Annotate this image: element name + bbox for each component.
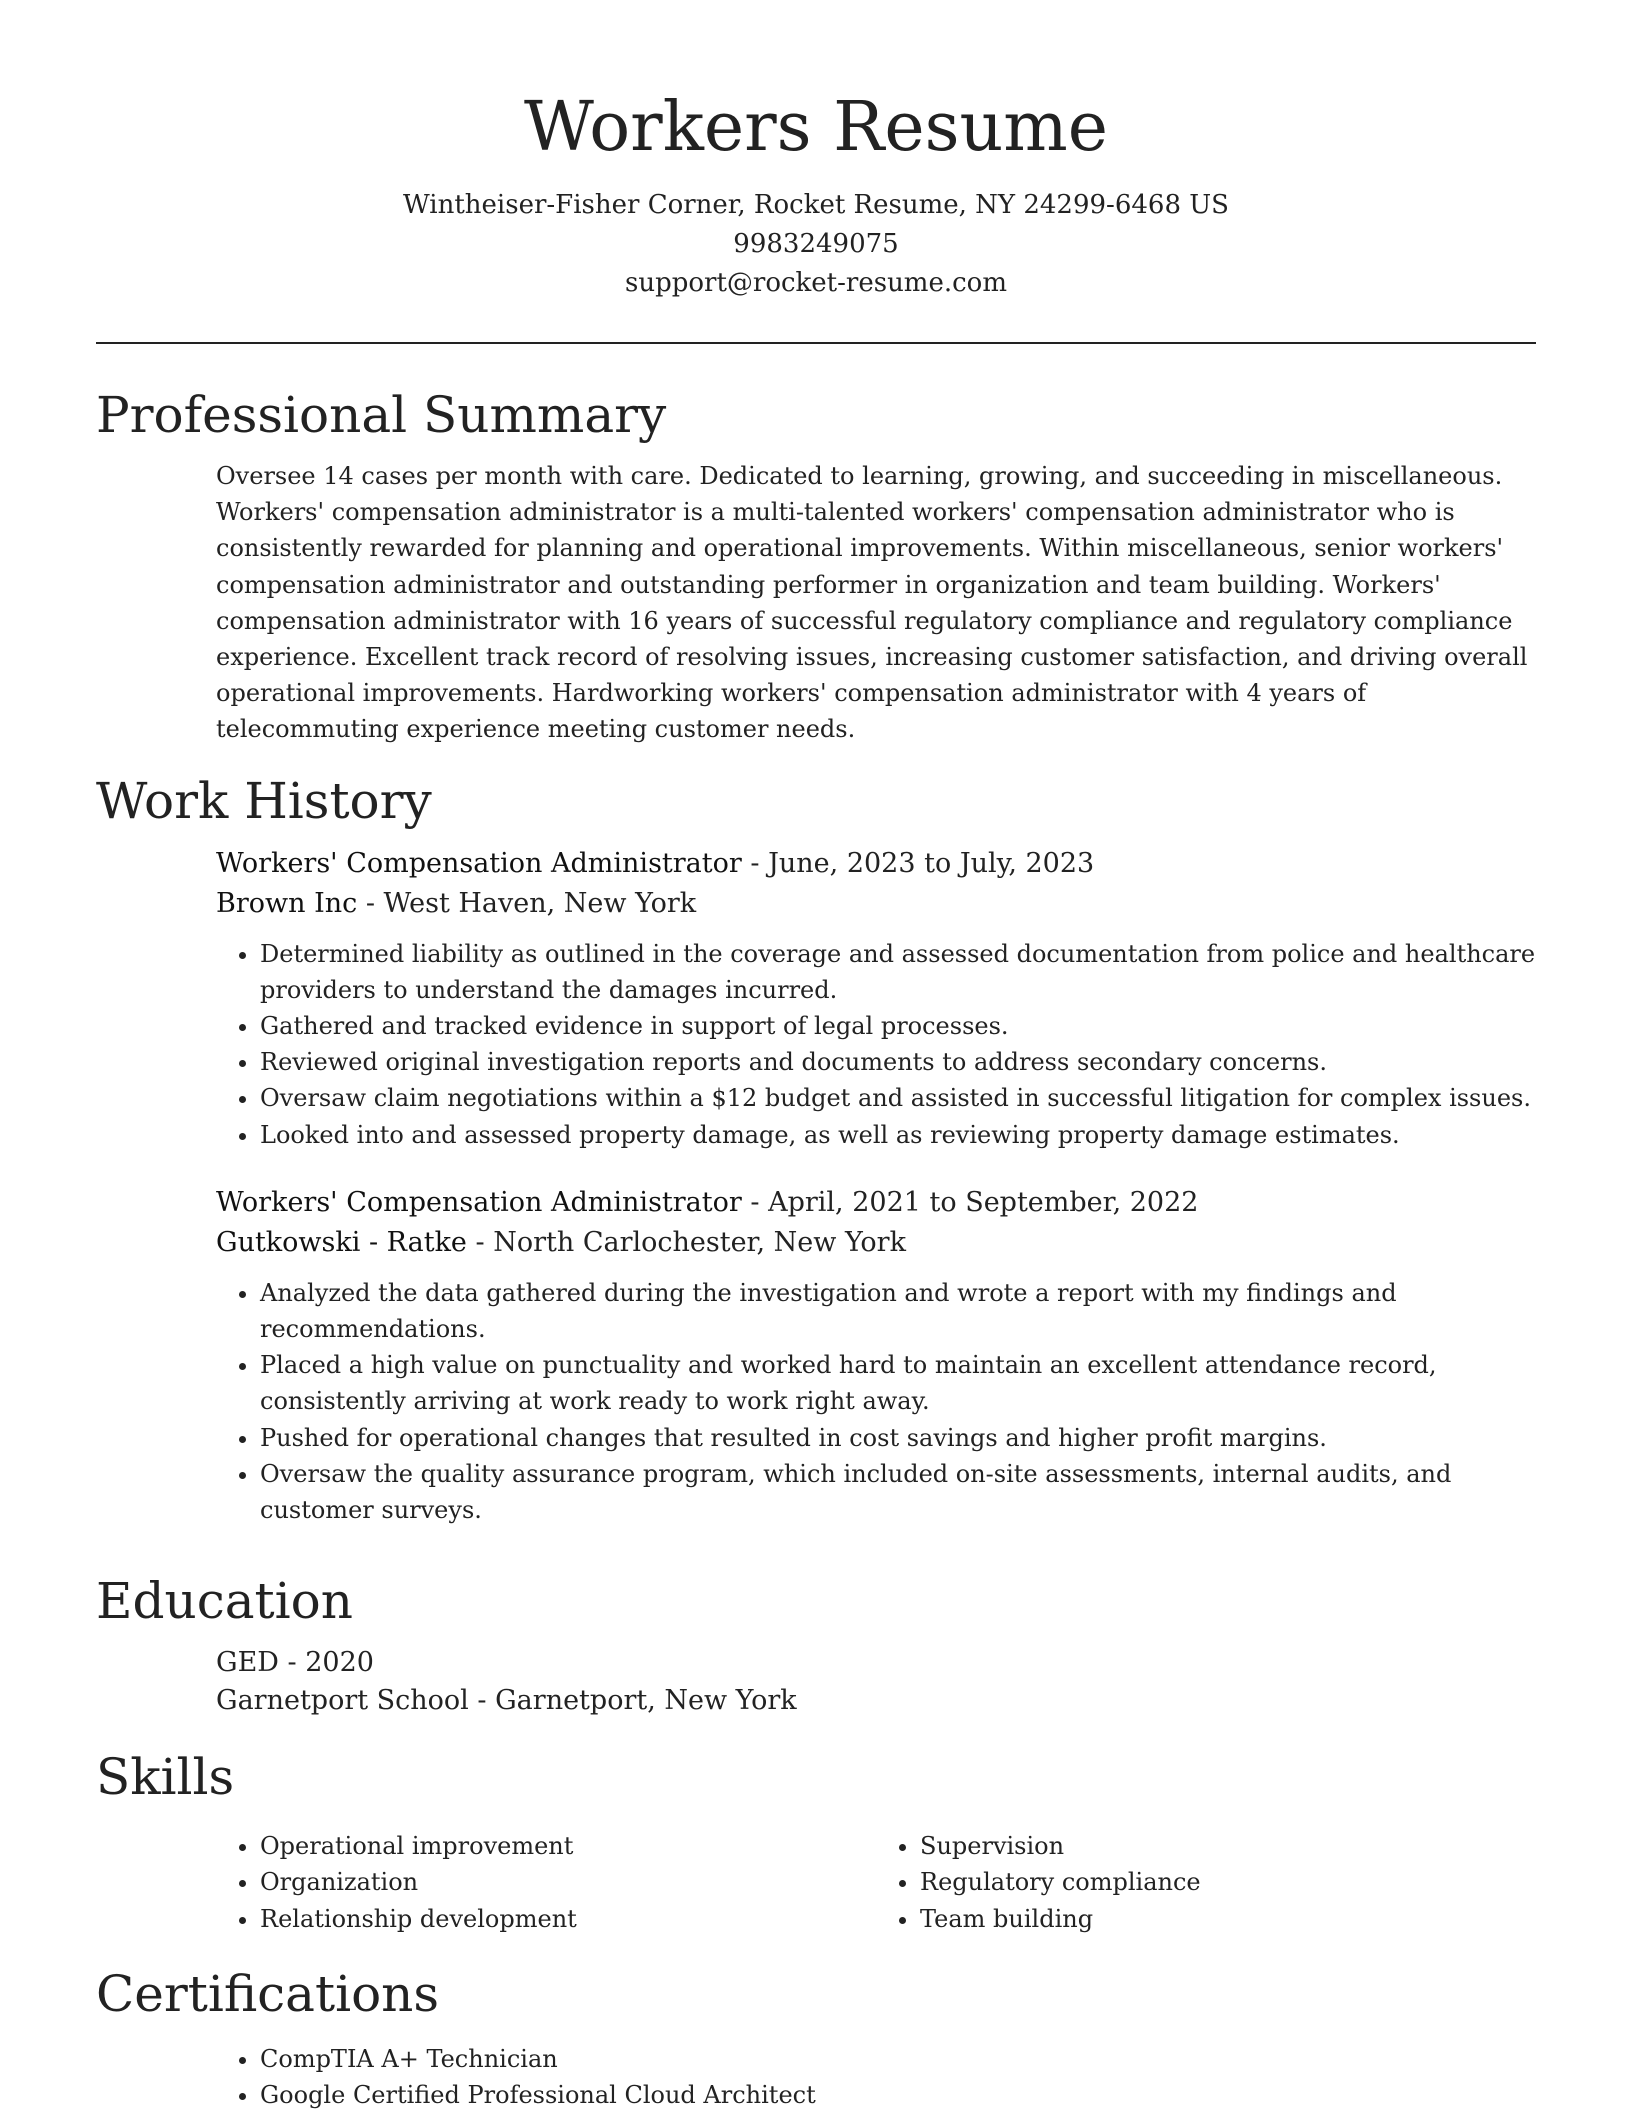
email: support@rocket-resume.com	[624, 268, 1007, 298]
job-bullet: • Pushed for operational changes that resulted in cost savings and higher profit margins.	[260, 1420, 1536, 1456]
education-school: Garnetport School	[216, 1685, 469, 1717]
job-location: - West Haven, New York	[357, 887, 697, 919]
job-title-line	[216, 1183, 1536, 1223]
job-bullet: • Reviewed original investigation reports and documents to address secondary concerns.	[260, 1044, 1536, 1080]
skill-item: • Supervision	[920, 1828, 1536, 1864]
skills-column-right	[876, 1828, 1536, 1937]
work-history-title: Work History	[96, 771, 432, 830]
skills-section	[216, 1828, 1536, 1951]
job-company: Gutkowski - Ratke	[216, 1226, 467, 1258]
header-divider	[96, 342, 1536, 344]
job-bullet: • Determined liability as outlined in the coverage and assessed documentation from police and healthcare providers to understand the damages incurred.	[260, 936, 1536, 1008]
summary-section	[216, 458, 1536, 748]
summary-text: Oversee 14 cases per month with care. Dedicated to learning, growing, and succeeding in miscellaneous. Workers' compensation administrator is a multi-talented workers' compensation administrator who is consistently rewarded for planning and operational improvements. Within miscellaneous, senior workers' compensation administrator and outstanding performer in organization and team building. Workers' compensation administrator with 16 years of successful regulatory compliance and regulatory compliance experience. Excellent track record of resolving issues, increasing customer satisfaction, and driving overall operational improvements. Hardworking workers' compensation administrator with 4 years of telecommuting experience meeting customer needs.	[216, 462, 1528, 744]
job-bullet: • Oversaw claim negotiations within a $12 budget and assisted in successful litigation for complex issues.	[260, 1080, 1536, 1116]
skill-item: • Operational improvement	[260, 1828, 876, 1864]
job-bullet: • Gathered and tracked evidence in support of legal processes.	[260, 1008, 1536, 1044]
job-location: - North Carlochester, New York	[466, 1226, 906, 1258]
education-title: Education	[96, 1572, 353, 1631]
work-history-section	[216, 844, 1536, 1529]
job-bullet: • Placed a high value on punctuality and worked hard to maintain an excellent attendance record, consistently arriving at work ready to work right away.	[260, 1347, 1536, 1419]
job-role: Workers' Compensation Administrator	[216, 1186, 742, 1218]
job-bullet: • Oversaw the quality assurance program, which included on-site assessments, internal audits, and customer surveys.	[260, 1456, 1536, 1528]
job-bullets	[216, 936, 1536, 1153]
job-company-line	[216, 884, 1536, 924]
certifications-list	[216, 2041, 1536, 2113]
skills-grid	[216, 1828, 1536, 1937]
skill-item: • Relationship development	[260, 1901, 876, 1937]
job-role: Workers' Compensation Administrator	[216, 847, 742, 879]
skills-title: Skills	[96, 1748, 235, 1807]
education-location: - Garnetport, New York	[468, 1685, 797, 1717]
job-bullet: • Looked into and assessed property damage, as well as reviewing property damage estimates.	[260, 1117, 1536, 1153]
certifications-title: Certifications	[96, 1964, 440, 2023]
resume-name: Workers Resume	[523, 88, 1109, 167]
skill-item: • Team building	[920, 1901, 1536, 1937]
job-title-line	[216, 844, 1536, 884]
address: Wintheiser-Fisher Corner, Rocket Resume, NY 24299-6468 US	[403, 190, 1229, 220]
certifications-section	[216, 2041, 1536, 2113]
certification-item: • Google Certified Professional Cloud Architect	[260, 2077, 1536, 2113]
job-bullets	[216, 1275, 1536, 1528]
education-section	[216, 1644, 1536, 1734]
education-school-line	[216, 1682, 1536, 1720]
skill-item: • Organization	[260, 1864, 876, 1900]
phone: 9983249075	[733, 229, 899, 259]
job-dates: - April, 2021 to September, 2022	[741, 1186, 1199, 1218]
job-entry	[216, 844, 1536, 1153]
contact-block	[0, 186, 1632, 303]
job-entry	[216, 1183, 1536, 1528]
summary-title: Professional Summary	[96, 386, 667, 444]
certification-item: • CompTIA A+ Technician	[260, 2041, 1536, 2077]
resume-content	[96, 372, 1536, 2113]
job-bullet: • Analyzed the data gathered during the investigation and wrote a report with my findings and recommendations.	[260, 1275, 1536, 1347]
skills-column-left	[216, 1828, 876, 1937]
job-dates: - June, 2023 to July, 2023	[741, 847, 1095, 879]
job-company-line	[216, 1223, 1536, 1263]
job-company: Brown Inc	[216, 887, 358, 919]
education-degree: GED - 2020	[216, 1647, 374, 1679]
resume-header	[0, 0, 1632, 303]
skill-item: • Regulatory compliance	[920, 1864, 1536, 1900]
